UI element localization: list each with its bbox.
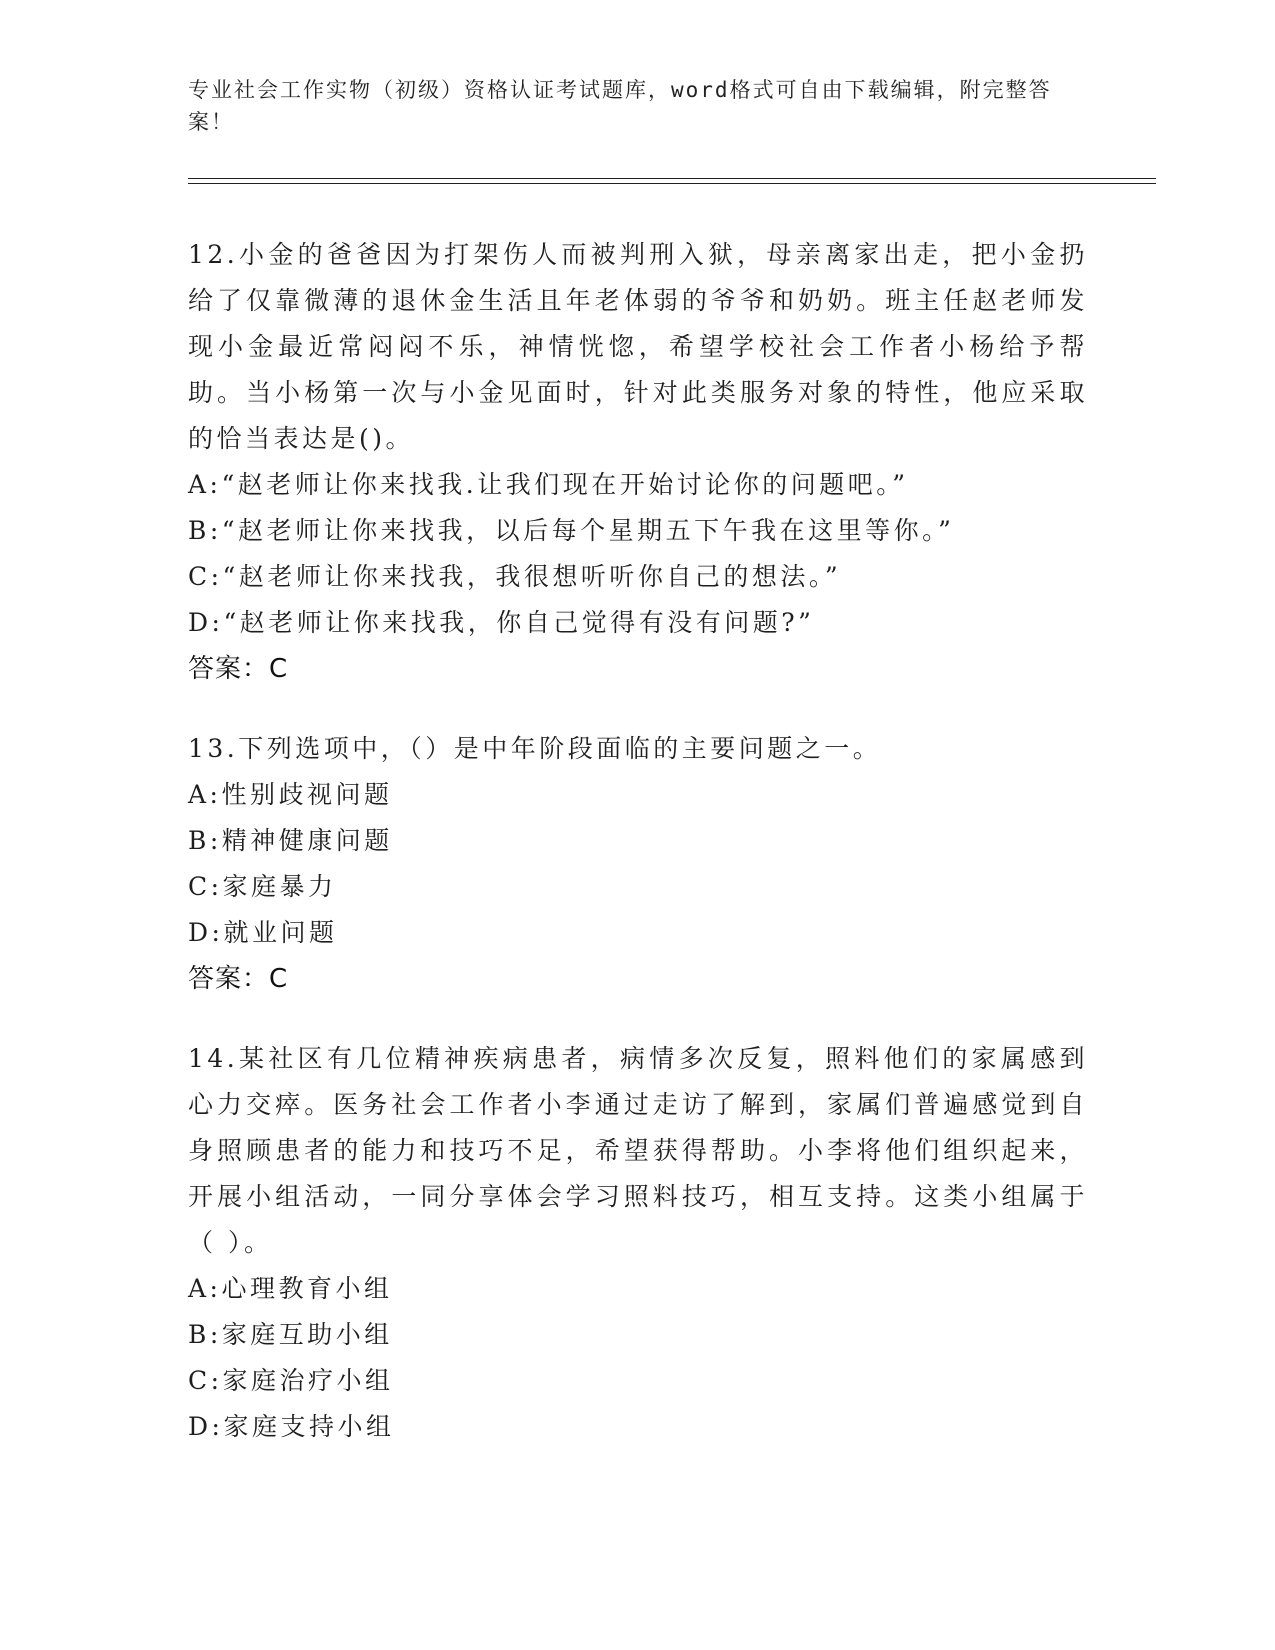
option-a: A:性别歧视问题	[188, 780, 393, 809]
option-c: C:“赵老师让你来找我，我很想听听你自己的想法。”	[188, 562, 842, 591]
question-stem: 12.小金的爸爸因为打架伤人而被判刑入狱，母亲离家出走，把小金扔给了仅靠微薄的退休金生活且年老体弱的爷爷和奶奶。班主任赵老师发现小金最近常闷闷不乐，神情恍惚，希望学校社会工作者小杨给予帮助。当小杨第一次与小金见面时，针对此类服务对象的特性，他应采取的恰当表达是()。	[188, 240, 1088, 453]
option-d: D:家庭支持小组	[188, 1412, 395, 1441]
option-c: C:家庭治疗小组	[188, 1366, 394, 1395]
header-rule-top	[188, 178, 1156, 179]
option-c: C:家庭暴力	[188, 872, 337, 901]
question-12	[188, 232, 1088, 692]
question-stem: 14.某社区有几位精神疾病患者，病情多次反复，照料他们的家属感到心力交瘁。医务社会工作者小李通过走访了解到，家属们普遍感觉到自身照顾患者的能力和技巧不足，希望获得帮助。小李将他们组织起来，开展小组活动，一同分享体会学习照料技巧，相互支持。这类小组属于（ ）。	[188, 1044, 1088, 1257]
header-rule-bottom	[188, 183, 1156, 184]
option-a: A:心理教育小组	[188, 1274, 393, 1303]
option-a: A:“赵老师让你来找我.让我们现在开始讨论你的问题吧。”	[188, 470, 909, 499]
answer: 答案：C	[188, 964, 289, 994]
page-header: 专业社会工作实物（初级）资格认证考试题库，word格式可自由下载编辑，附完整答案！	[188, 78, 1052, 134]
question-13	[188, 726, 1088, 1002]
answer: 答案：C	[188, 654, 289, 684]
option-b: B:家庭互助小组	[188, 1320, 393, 1349]
question-list	[188, 232, 1088, 1484]
option-d: D:“赵老师让你来找我，你自己觉得有没有问题?”	[188, 608, 815, 637]
option-d: D:就业问题	[188, 918, 338, 947]
question-14	[188, 1036, 1088, 1450]
option-b: B:精神健康问题	[188, 826, 393, 855]
question-stem: 13.下列选项中，（）是中年阶段面临的主要问题之一。	[188, 734, 882, 763]
option-b: B:“赵老师让你来找我，以后每个星期五下午我在这里等你。”	[188, 516, 955, 545]
